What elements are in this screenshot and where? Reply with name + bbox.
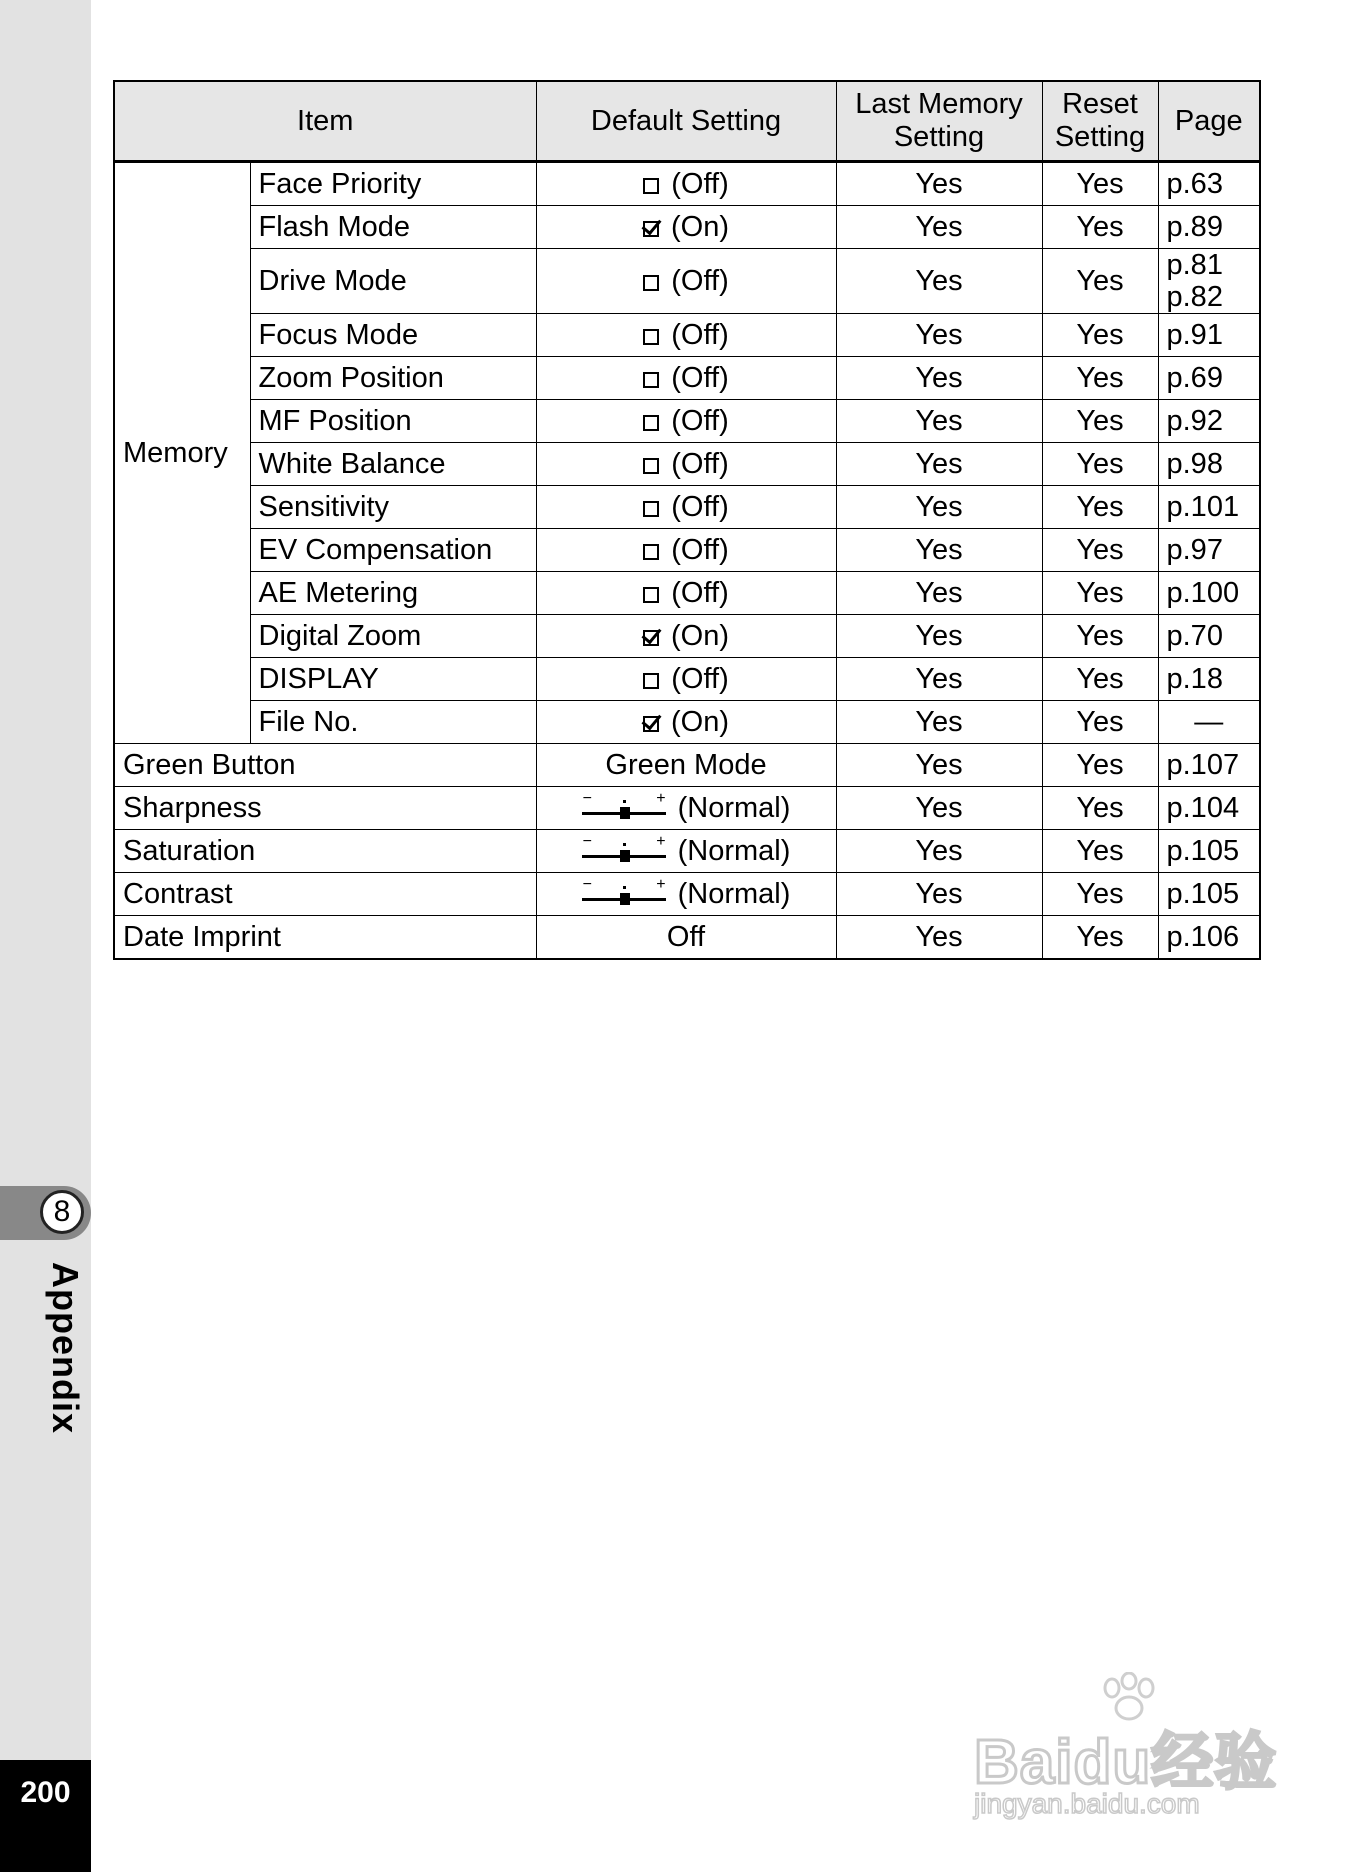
item-name: Saturation <box>114 830 536 873</box>
page-number: 200 <box>20 1776 71 1809</box>
empty-box-icon <box>643 275 659 291</box>
table-row <box>114 873 1260 916</box>
reset-cell: Yes <box>1042 572 1158 615</box>
slider-center-tick <box>623 843 626 846</box>
default-setting-cell <box>536 787 836 830</box>
item-name: Zoom Position <box>250 357 536 400</box>
level-slider-icon <box>582 790 666 823</box>
item-name: Focus Mode <box>250 314 536 357</box>
default-setting-value: (On) <box>671 620 729 652</box>
reset-cell: Yes <box>1042 873 1158 916</box>
default-setting-cell <box>536 357 836 400</box>
item-name: AE Metering <box>250 572 536 615</box>
empty-box-icon <box>643 501 659 517</box>
slider-knob <box>620 807 630 819</box>
page-cell: p.104 <box>1158 787 1260 830</box>
reset-cell: Yes <box>1042 162 1158 206</box>
default-setting-cell <box>536 162 836 206</box>
last-memory-cell: Yes <box>836 572 1042 615</box>
page-cell: p.89 <box>1158 206 1260 249</box>
page-cell: p.105 <box>1158 873 1260 916</box>
table-row <box>114 830 1260 873</box>
last-memory-cell: Yes <box>836 701 1042 744</box>
page-cell: p.97 <box>1158 529 1260 572</box>
reset-cell: Yes <box>1042 830 1158 873</box>
page-cell: p.18 <box>1158 658 1260 701</box>
default-setting-value: (Normal) <box>677 878 791 910</box>
item-name: Date Imprint <box>114 916 536 960</box>
slider-plus: + <box>656 833 666 850</box>
watermark-brand: Baidu经验 <box>974 1728 1278 1797</box>
side-margin-bar <box>0 0 91 1872</box>
reset-cell: Yes <box>1042 744 1158 787</box>
table-row <box>114 744 1260 787</box>
reset-cell: Yes <box>1042 658 1158 701</box>
default-setting-cell <box>536 443 836 486</box>
default-setting-cell <box>536 615 836 658</box>
item-name: Face Priority <box>250 162 536 206</box>
slider-center-tick <box>623 886 626 889</box>
last-memory-cell: Yes <box>836 830 1042 873</box>
reset-cell: Yes <box>1042 357 1158 400</box>
item-name: EV Compensation <box>250 529 536 572</box>
last-memory-cell: Yes <box>836 873 1042 916</box>
table-header-row <box>114 81 1260 162</box>
empty-box-icon <box>643 415 659 431</box>
table-row <box>114 400 1260 443</box>
empty-box-icon <box>643 372 659 388</box>
page-cell <box>1158 249 1260 314</box>
page-cell: — <box>1158 701 1260 744</box>
header-reset-line1: Reset <box>1062 88 1138 120</box>
last-memory-cell: Yes <box>836 206 1042 249</box>
slider-knob <box>620 850 630 862</box>
default-setting-cell <box>536 529 836 572</box>
memory-group-label: Memory <box>114 162 250 744</box>
default-setting-value: (On) <box>671 706 729 738</box>
last-memory-cell: Yes <box>836 314 1042 357</box>
page-cell: p.105 <box>1158 830 1260 873</box>
page-cell: p.69 <box>1158 357 1260 400</box>
last-memory-cell: Yes <box>836 658 1042 701</box>
item-name: File No. <box>250 701 536 744</box>
header-default-setting: Default Setting <box>536 81 836 162</box>
default-setting-cell: Green Mode <box>536 744 836 787</box>
default-setting-value: (Off) <box>671 319 729 351</box>
default-setting-value: (Normal) <box>677 792 791 824</box>
last-memory-cell: Yes <box>836 249 1042 314</box>
table-row <box>114 206 1260 249</box>
default-settings-table <box>113 80 1261 960</box>
reset-cell: Yes <box>1042 529 1158 572</box>
level-slider-icon <box>582 876 666 909</box>
last-memory-cell: Yes <box>836 916 1042 960</box>
header-item: Item <box>114 81 536 162</box>
page-cell: p.91 <box>1158 314 1260 357</box>
last-memory-cell: Yes <box>836 162 1042 206</box>
chapter-title: Appendix <box>45 1262 86 1435</box>
item-name: MF Position <box>250 400 536 443</box>
default-setting-value: (Normal) <box>677 835 791 867</box>
item-name: Sensitivity <box>250 486 536 529</box>
slider-knob <box>620 893 630 905</box>
slider-plus: + <box>656 876 666 893</box>
header-reset <box>1042 81 1158 162</box>
table-row <box>114 529 1260 572</box>
table-row <box>114 916 1260 960</box>
empty-box-icon <box>643 178 659 194</box>
item-name: Contrast <box>114 873 536 916</box>
reset-cell: Yes <box>1042 249 1158 314</box>
chapter-number: 8 <box>40 1190 84 1234</box>
default-setting-cell <box>536 486 836 529</box>
last-memory-cell: Yes <box>836 443 1042 486</box>
reset-cell: Yes <box>1042 916 1158 960</box>
table-row <box>114 249 1260 314</box>
reset-cell: Yes <box>1042 701 1158 744</box>
last-memory-cell: Yes <box>836 529 1042 572</box>
page-cell: p.106 <box>1158 916 1260 960</box>
last-memory-cell: Yes <box>836 744 1042 787</box>
default-setting-cell <box>536 400 836 443</box>
table-row <box>114 314 1260 357</box>
header-last-memory <box>836 81 1042 162</box>
default-setting-value: (Off) <box>671 577 729 609</box>
default-setting-cell <box>536 701 836 744</box>
slider-plus: + <box>656 790 666 807</box>
reset-cell: Yes <box>1042 400 1158 443</box>
default-setting-value: (Off) <box>671 168 729 200</box>
header-page: Page <box>1158 81 1260 162</box>
page-cell: p.107 <box>1158 744 1260 787</box>
reset-cell: Yes <box>1042 615 1158 658</box>
table-row <box>114 357 1260 400</box>
slider-minus: − <box>582 833 592 850</box>
item-name: Green Button <box>114 744 536 787</box>
checked-box-icon <box>643 716 659 732</box>
table-row <box>114 787 1260 830</box>
table-row <box>114 443 1260 486</box>
slider-minus: − <box>582 876 592 893</box>
reset-cell: Yes <box>1042 206 1158 249</box>
default-setting-cell <box>536 314 836 357</box>
slider-center-tick <box>623 800 626 803</box>
page-cell: p.100 <box>1158 572 1260 615</box>
item-name: White Balance <box>250 443 536 486</box>
reset-cell: Yes <box>1042 486 1158 529</box>
default-setting-value: (Off) <box>671 405 729 437</box>
empty-box-icon <box>643 458 659 474</box>
table-row <box>114 162 1260 206</box>
default-setting-cell <box>536 206 836 249</box>
page-ref: p.82 <box>1166 281 1223 313</box>
item-name: Sharpness <box>114 787 536 830</box>
default-setting-cell <box>536 572 836 615</box>
last-memory-cell: Yes <box>836 615 1042 658</box>
header-last-memory-line2: Setting <box>893 121 985 153</box>
default-setting-cell <box>536 658 836 701</box>
last-memory-cell: Yes <box>836 357 1042 400</box>
header-reset-line2: Setting <box>1054 121 1146 153</box>
default-setting-value: (Off) <box>671 491 729 523</box>
default-setting-value: (Off) <box>671 362 729 394</box>
reset-cell: Yes <box>1042 314 1158 357</box>
table-row <box>114 701 1260 744</box>
default-setting-value: (Off) <box>671 265 729 297</box>
last-memory-cell: Yes <box>836 400 1042 443</box>
default-setting-cell <box>536 830 836 873</box>
level-slider-icon <box>582 833 666 866</box>
baidu-watermark <box>974 1672 1294 1822</box>
empty-box-icon <box>643 587 659 603</box>
reset-cell: Yes <box>1042 443 1158 486</box>
page-cell: p.92 <box>1158 400 1260 443</box>
slider-minus: − <box>582 790 592 807</box>
empty-box-icon <box>643 329 659 345</box>
page-cell: p.101 <box>1158 486 1260 529</box>
last-memory-cell: Yes <box>836 787 1042 830</box>
reset-cell: Yes <box>1042 787 1158 830</box>
default-setting-value: (Off) <box>671 448 729 480</box>
last-memory-cell: Yes <box>836 486 1042 529</box>
item-name: Drive Mode <box>250 249 536 314</box>
default-setting-value: (On) <box>671 211 729 243</box>
table-row <box>114 486 1260 529</box>
watermark-url: jingyan.baidu.com <box>974 1788 1200 1819</box>
page-ref: p.81 <box>1166 249 1223 281</box>
item-name: Flash Mode <box>250 206 536 249</box>
item-name: DISPLAY <box>250 658 536 701</box>
item-name: Digital Zoom <box>250 615 536 658</box>
table-row <box>114 572 1260 615</box>
checked-box-icon <box>643 221 659 237</box>
default-setting-value: (Off) <box>671 534 729 566</box>
empty-box-icon <box>643 544 659 560</box>
empty-box-icon <box>643 673 659 689</box>
default-setting-cell <box>536 873 836 916</box>
default-setting-cell: Off <box>536 916 836 960</box>
page-cell: p.70 <box>1158 615 1260 658</box>
table-row <box>114 615 1260 658</box>
checked-box-icon <box>643 630 659 646</box>
table-row <box>114 658 1260 701</box>
page-cell: p.63 <box>1158 162 1260 206</box>
default-setting-value: (Off) <box>671 663 729 695</box>
default-setting-cell <box>536 249 836 314</box>
page-cell: p.98 <box>1158 443 1260 486</box>
header-last-memory-line1: Last Memory <box>855 88 1023 120</box>
